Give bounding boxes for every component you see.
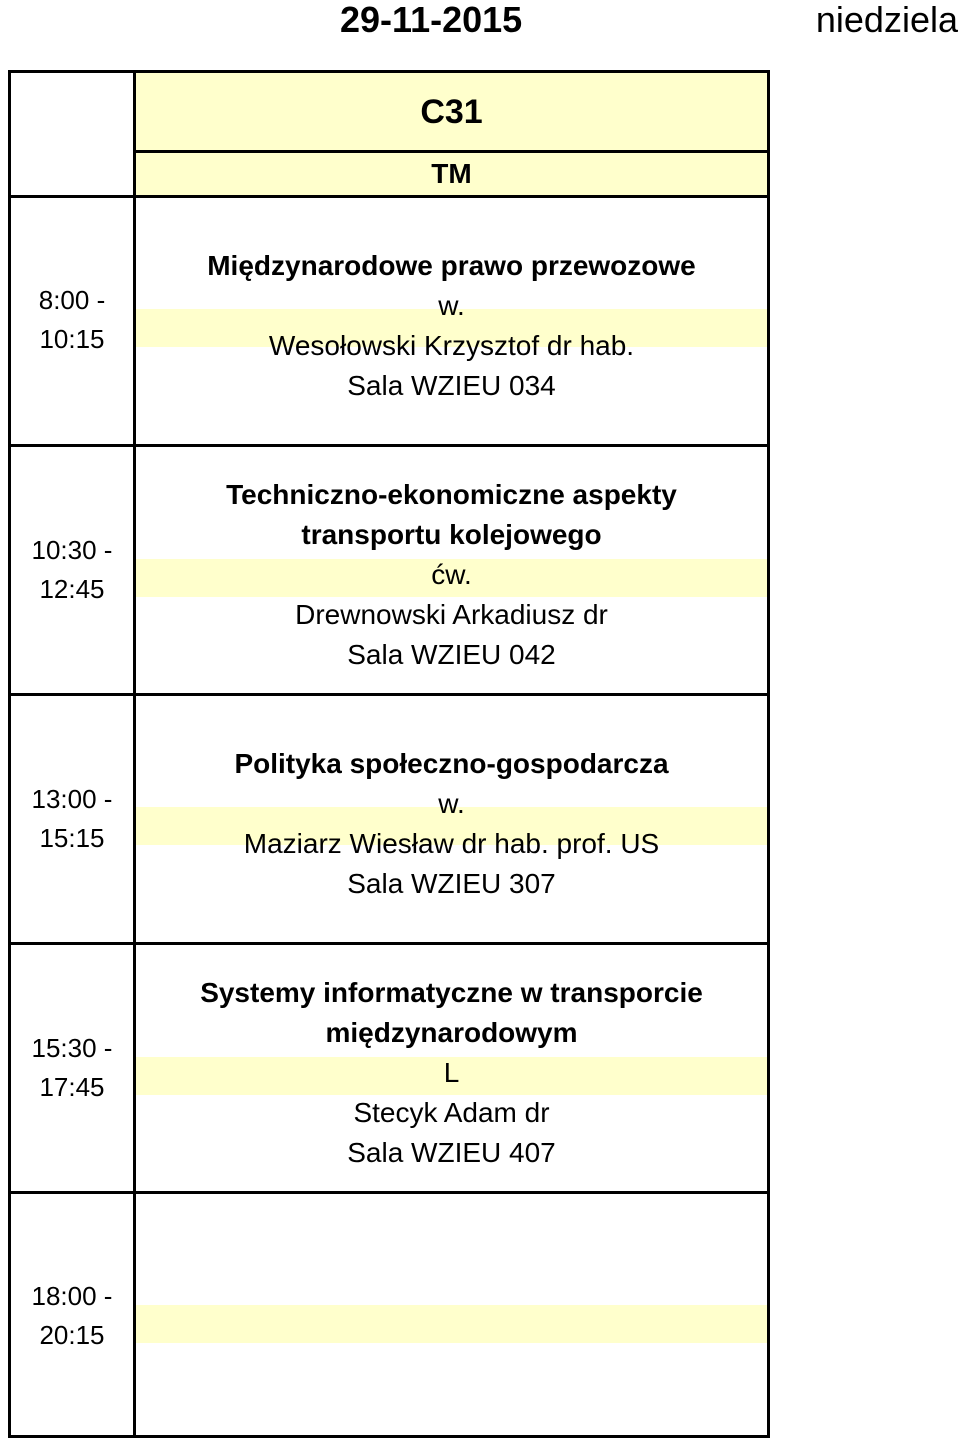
time-slot — [11, 1029, 133, 1107]
room-name: Sala WZIEU 407 — [347, 1137, 556, 1168]
teacher-name: Wesołowski Krzysztof dr hab. — [268, 330, 635, 361]
group-code: C31 — [420, 93, 483, 131]
time-start: 8:00 - — [38, 285, 106, 315]
program-code: TM — [431, 158, 472, 189]
subject-name: Techniczno-ekonomiczne aspekty transportu kolejowego — [226, 479, 677, 550]
class-entry — [136, 246, 767, 406]
header-bottom-line — [11, 195, 767, 198]
row-divider — [11, 1191, 767, 1194]
time-slot — [11, 531, 133, 609]
teacher-name: Stecyk Adam dr — [353, 1097, 550, 1128]
class-type: L — [443, 1057, 460, 1088]
time-slot — [11, 780, 133, 858]
subject-name: Polityka społeczno-gospodarcza — [234, 748, 669, 779]
time-end: 20:15 — [39, 1320, 105, 1350]
time-end: 10:15 — [39, 324, 105, 354]
time-slot — [11, 281, 133, 359]
room-name: Sala WZIEU 042 — [347, 639, 556, 670]
time-start: 13:00 - — [31, 784, 113, 814]
time-slot — [11, 1277, 133, 1355]
row-divider — [11, 693, 767, 696]
time-start: 18:00 - — [31, 1281, 113, 1311]
class-entry — [136, 744, 767, 904]
teacher-name: Drewnowski Arkadiusz dr — [295, 599, 608, 630]
subject-name: Międzynarodowe prawo przewozowe — [207, 250, 696, 281]
type-band — [136, 1305, 767, 1343]
class-entry — [136, 475, 767, 675]
schedule-table — [8, 70, 770, 1438]
time-start: 15:30 - — [31, 1033, 113, 1063]
subject-name: Systemy informatyczne w transporcie międzynarodowym — [200, 977, 703, 1048]
class-type: w. — [438, 788, 465, 819]
row-divider — [11, 444, 767, 447]
room-name: Sala WZIEU 307 — [347, 868, 556, 899]
time-end: 15:15 — [39, 823, 105, 853]
time-end: 17:45 — [39, 1072, 105, 1102]
schedule-date: 29-11-2015 — [340, 0, 523, 40]
schedule-weekday: niedziela — [815, 0, 958, 40]
class-entry — [136, 973, 767, 1173]
teacher-name: Maziarz Wiesław dr hab. prof. US — [243, 828, 660, 859]
class-type: w. — [438, 290, 465, 321]
class-type: ćw. — [431, 559, 472, 590]
row-divider — [11, 942, 767, 945]
time-end: 12:45 — [39, 574, 105, 604]
room-name: Sala WZIEU 034 — [347, 370, 556, 401]
time-start: 10:30 - — [31, 535, 113, 565]
